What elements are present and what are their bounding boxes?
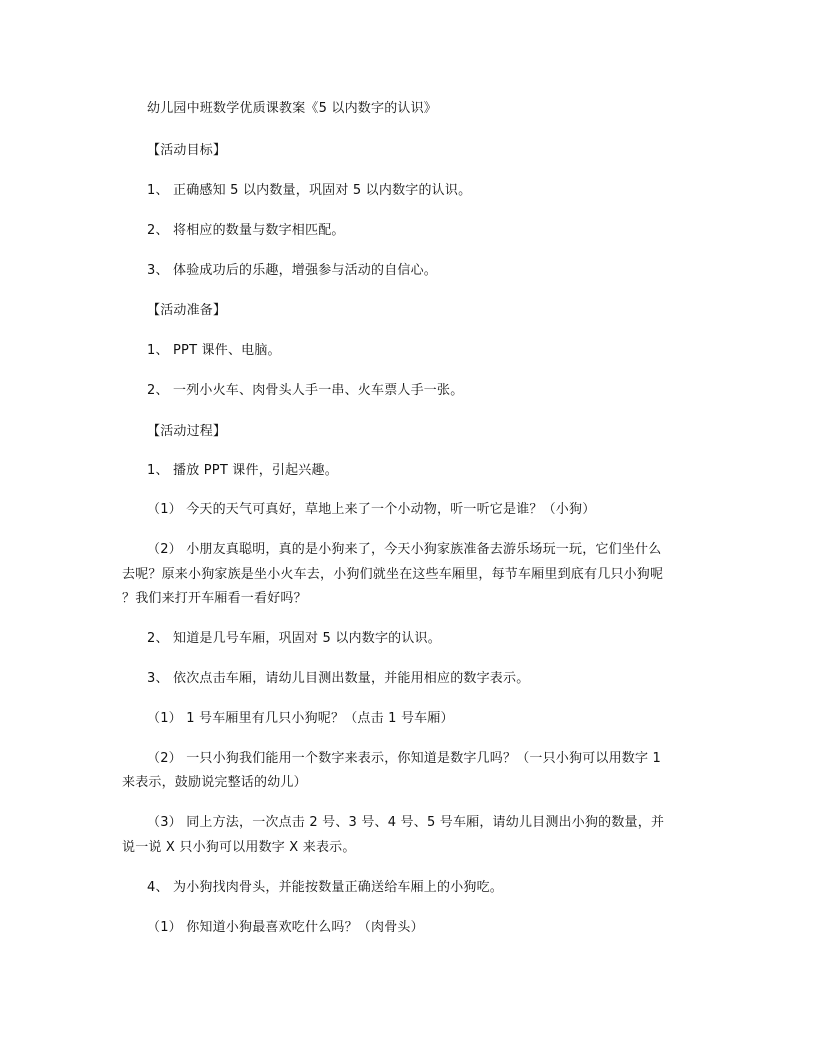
process-step-3c-line1: （3） 同上方法，一次点击 2 号、3 号、4 号、5 号车厢，请幼儿目测出小狗的数量，并 bbox=[147, 815, 665, 830]
prep-heading: 【活动准备】 bbox=[147, 303, 227, 318]
process-step-3a: （1） 1 号车厢里有几只小狗呢？（点击 1 号车厢） bbox=[147, 711, 454, 726]
goal-item-1: 1、 正确感知 5 以内数量，巩固对 5 以内数字的认识。 bbox=[147, 183, 472, 198]
document-title: 幼儿园中班数学优质课教案《5 以内数字的认识》 bbox=[147, 101, 438, 116]
goal-item-2: 2、 将相应的数量与数字相匹配。 bbox=[147, 223, 345, 238]
process-step-1a: （1） 今天的天气可真好，草地上来了一个小动物，听一听它是谁？（小狗） bbox=[147, 502, 596, 517]
process-step-1b-line2: 去呢？原来小狗家族是坐小火车去，小狗们就坐在这些车厢里，每节车厢里到底有几只小狗呢 bbox=[122, 567, 664, 582]
goal-item-3: 3、 体验成功后的乐趣，增强参与活动的自信心。 bbox=[147, 263, 438, 278]
process-heading: 【活动过程】 bbox=[147, 424, 227, 439]
process-step-3c-line2: 说一说 X 只小狗可以用数字 X 来表示。 bbox=[122, 840, 356, 855]
process-step-1b-line1: （2） 小朋友真聪明，真的是小狗来了，今天小狗家族准备去游乐场玩一玩，它们坐什么 bbox=[147, 542, 662, 557]
goals-heading: 【活动目标】 bbox=[147, 143, 227, 158]
prep-item-1: 1、 PPT 课件、电脑。 bbox=[147, 343, 281, 358]
process-step-1b-line3: ？我们来打开车厢看一看好吗？ bbox=[122, 591, 307, 606]
process-step-2: 2、 知道是几号车厢，巩固对 5 以内数字的认识。 bbox=[147, 631, 441, 646]
prep-item-2: 2、 一列小火车、肉骨头人手一串、火车票人手一张。 bbox=[147, 383, 464, 398]
process-step-1: 1、 播放 PPT 课件，引起兴趣。 bbox=[147, 463, 338, 478]
process-step-4: 4、 为小狗找肉骨头，并能按数量正确送给车厢上的小狗吃。 bbox=[147, 880, 504, 895]
process-step-3b-line1: （2） 一只小狗我们能用一个数字来表示，你知道是数字几吗？（一只小狗可以用数字 1 bbox=[147, 751, 662, 766]
process-step-4a: （1） 你知道小狗最喜欢吃什么吗？（肉骨头） bbox=[147, 920, 424, 935]
process-step-3: 3、 依次点击车厢，请幼儿目测出数量，并能用相应的数字表示。 bbox=[147, 671, 530, 686]
process-step-3b-line2: 来表示，鼓励说完整话的幼儿） bbox=[122, 775, 307, 790]
